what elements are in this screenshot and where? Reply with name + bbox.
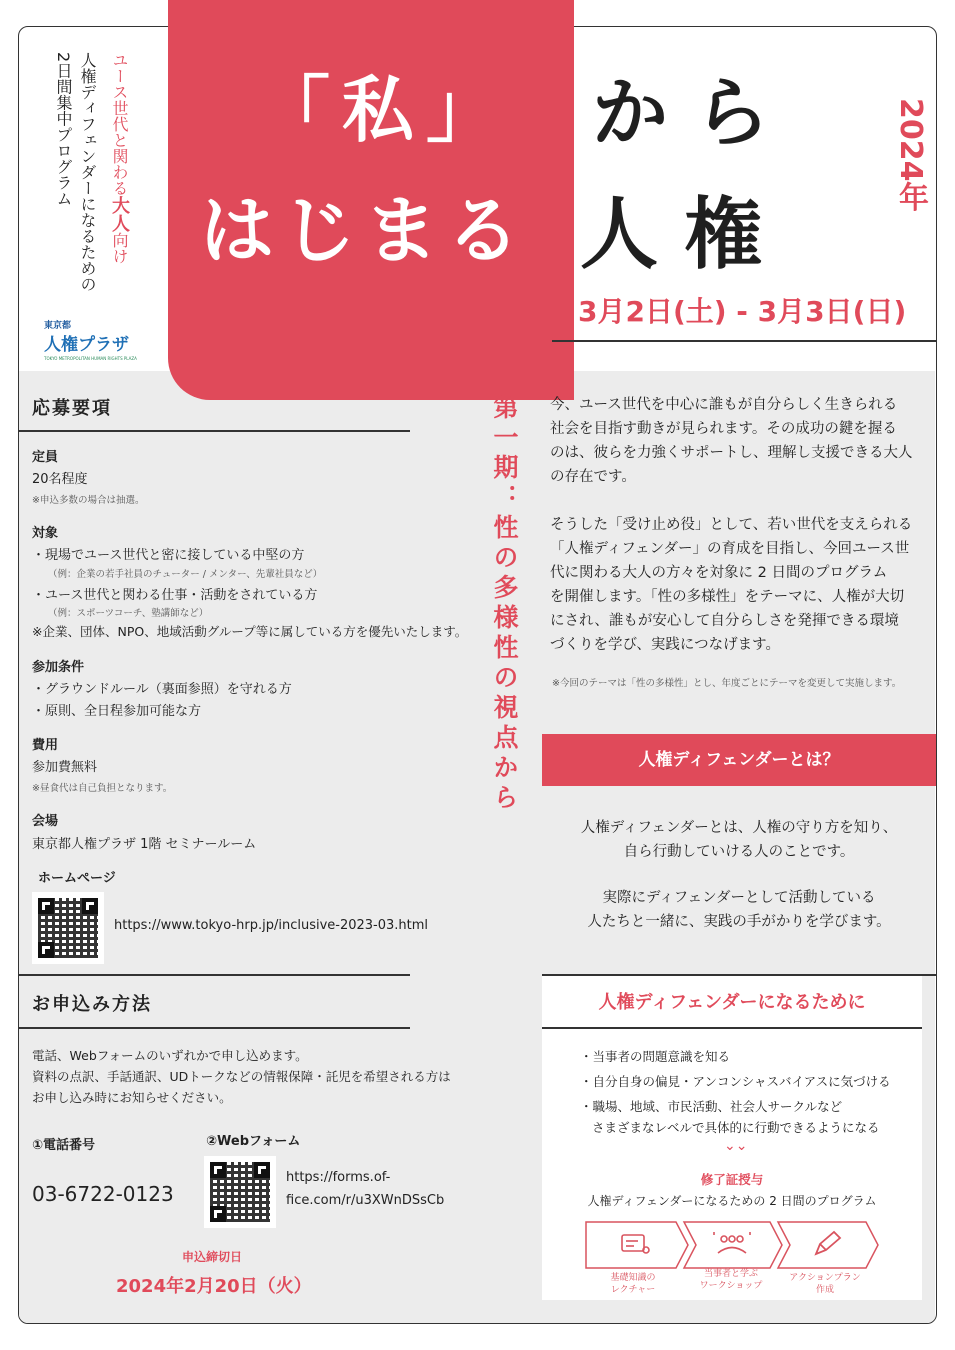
- title-red-line2: はじまる: [200, 188, 528, 274]
- logo-top: 東京都: [44, 321, 72, 331]
- theme-vertical: 第一期：性の多様性の視点から: [490, 394, 519, 814]
- phone-number[interactable]: 03-6722-0123: [32, 1182, 174, 1206]
- signup-divider: [18, 1027, 410, 1029]
- fee-value: 参加費無料: [32, 760, 98, 775]
- intro-line: そうした「受け止め役」として、若い世代を支えられる: [550, 517, 913, 533]
- intro-note: ※今回のテーマは「性の多様性」とし、年度ごとにテーマを変更して実施します。: [552, 678, 902, 689]
- become-item: ・職場、地域、市民活動、社会人サークルなど: [580, 1099, 843, 1114]
- condition-item-1: ・グラウンドルール（裏面参照）を守れる方: [32, 682, 292, 697]
- intro-line: 今、ユース世代を中心に誰もが自分らしく生きられる: [550, 397, 898, 413]
- tagline-audience-suffix: 向け: [110, 232, 129, 264]
- web-form-url-1[interactable]: https://forms.of-: [286, 1170, 391, 1185]
- signup-desc-3: お申し込み時にお知らせください。: [32, 1090, 232, 1105]
- defender-heading: 人権ディフェンダーとは？: [542, 734, 936, 786]
- step-action-label: [776, 1272, 874, 1296]
- become-top-divider: [542, 974, 936, 976]
- title-red-line1: 「私」: [258, 68, 511, 152]
- target-example-2: （例：スポーツコーチ、塾講師など）: [48, 608, 209, 619]
- web-form-qr-code[interactable]: [204, 1156, 276, 1228]
- logo-sub: TOKYO METROPOLITAN HUMAN RIGHTS PLAZA: [44, 356, 137, 361]
- application-divider: [18, 430, 410, 432]
- target-item-2: ・ユース世代と関わる仕事・活動をされている方: [32, 588, 318, 603]
- signup-top-divider: [18, 974, 410, 976]
- intro-line: 「人権ディフェンダー」の育成を目指し、今回ユース世: [550, 541, 910, 557]
- step-workshop-label: [682, 1268, 780, 1292]
- fee-note: ※昼食代は自己負担となります。: [32, 783, 173, 794]
- become-divider: [542, 1027, 922, 1029]
- become-heading: 人権ディフェンダーになるために: [598, 992, 866, 1013]
- target-item-1: ・現場でユース世代と密に接している中堅の方: [32, 548, 305, 563]
- signup-desc-2: 資料の点訳、手話通訳、UDトークなどの情報保障・託児を希望される方は: [32, 1069, 451, 1084]
- capacity-note: ※申込多数の場合は抽選。: [32, 495, 145, 506]
- defender-description: [542, 816, 936, 934]
- become-items: [580, 1044, 891, 1137]
- signup-heading: お申込み方法: [32, 994, 152, 1015]
- tagline-line2: 人権ディフェンダーになるための: [78, 52, 97, 292]
- condition-item-2: ・原則、全日程参加可能な方: [32, 704, 202, 719]
- intro-line: 代に関わる大人の方々を対象に 2 日間のプログラム: [550, 565, 888, 581]
- step-label-line: 当事者と学ぶ: [703, 1269, 758, 1279]
- deadline-label: 申込締切日: [182, 1250, 243, 1264]
- chevron-down-icon: ⌄⌄: [724, 1138, 748, 1154]
- become-item: ・当事者の問題意識を知る: [580, 1049, 731, 1064]
- phone-label: ①電話番号: [32, 1138, 96, 1153]
- web-form-url-2[interactable]: fice.com/r/u3XWnDSsCb: [286, 1193, 445, 1208]
- intro-line: を開催します。「性の多様性」をテーマに、人権が大切: [550, 589, 905, 605]
- application-heading: 応募要項: [32, 398, 112, 419]
- program-label: 人権ディフェンダーになるための 2 日間のプログラム: [587, 1194, 877, 1208]
- become-item: ・自分自身の偏見・アンコンシャスバイアスに気づける: [580, 1074, 891, 1089]
- defender-line: 人権ディフェンダーとは、人権の守り方を知り、: [580, 820, 898, 836]
- tagline-audience: [108, 52, 130, 264]
- become-item: さまざまなレベルで具体的に行動できるようになる: [592, 1120, 880, 1135]
- defender-line: 自ら行動していける人のことです。: [623, 844, 855, 860]
- step-label-line: ワークショップ: [699, 1281, 763, 1291]
- homepage-link[interactable]: https://www.tokyo-hrp.jp/inclusive-2023-03.html: [114, 918, 429, 933]
- year-label: 2024年: [893, 98, 928, 212]
- web-form-label: ②Webフォーム: [206, 1134, 301, 1149]
- title-divider: [552, 340, 936, 342]
- capacity-label: 定員: [32, 450, 59, 465]
- steps-arrows: [584, 1220, 884, 1270]
- step-lecture-label: [584, 1272, 682, 1296]
- step-label-line: 基礎知識の: [610, 1273, 656, 1283]
- homepage-qr-code[interactable]: [32, 892, 104, 964]
- target-example-1: （例：企業の若手社員のチューター / メンター、先輩社員など）: [48, 569, 323, 580]
- program-steps: [584, 1220, 884, 1274]
- intro-paragraph-2: [550, 513, 912, 657]
- target-label: 対象: [32, 526, 59, 541]
- intro-line: 社会を目指す動きが見られます。その成功の鍵を握る: [550, 421, 897, 437]
- logo: [44, 318, 137, 361]
- certificate-label: 修了証授与: [700, 1172, 764, 1187]
- intro-line: のは、彼らを力強くサポートし、理解し支援できる大人: [550, 445, 913, 461]
- step-label-line: レクチャー: [610, 1285, 656, 1295]
- defender-line: 人たちと一緒に、実践の手がかりを学びます。: [587, 914, 891, 930]
- fee-label: 費用: [32, 738, 59, 753]
- target-priority: ※企業、団体、NPO、地域活動グループ等に属している方を優先いたします。: [32, 624, 468, 639]
- intro-line: の存在です。: [550, 469, 636, 485]
- step-label-line: アクションプラン: [789, 1273, 861, 1283]
- tagline-line3: 2日間集中プログラム: [54, 52, 73, 207]
- defender-line: 実際にディフェンダーとして活動している: [602, 890, 876, 906]
- tagline-audience-emph: 大人: [109, 196, 130, 232]
- venue-label: 会場: [32, 814, 59, 829]
- tagline-audience-prefix: ユース世代と関わる: [110, 52, 129, 196]
- logo-main: 人権プラザ: [44, 335, 129, 355]
- step-label-line: 作成: [815, 1285, 834, 1295]
- intro-line: にされ、誰もが安心して自分らしさを発揮できる環境: [550, 613, 899, 629]
- intro-line: づくりを学び、実践につなげます。: [550, 637, 780, 653]
- intro-paragraph-1: [550, 393, 913, 489]
- event-dates: 3月2日(土) - 3月3日(日): [578, 295, 907, 328]
- title-dark-line2: 人権: [580, 190, 789, 280]
- venue-value: 東京都人権プラザ 1階 セミナールーム: [32, 837, 257, 852]
- title-dark-line1: から: [592, 68, 796, 157]
- signup-desc-1: 電話、Webフォームのいずれかで申し込めます。: [32, 1048, 308, 1063]
- deadline-value: 2024年2月20日（火）: [116, 1276, 312, 1297]
- conditions-label: 参加条件: [32, 660, 85, 675]
- capacity-value: 20名程度: [32, 472, 88, 487]
- homepage-label: ホームページ: [38, 871, 116, 886]
